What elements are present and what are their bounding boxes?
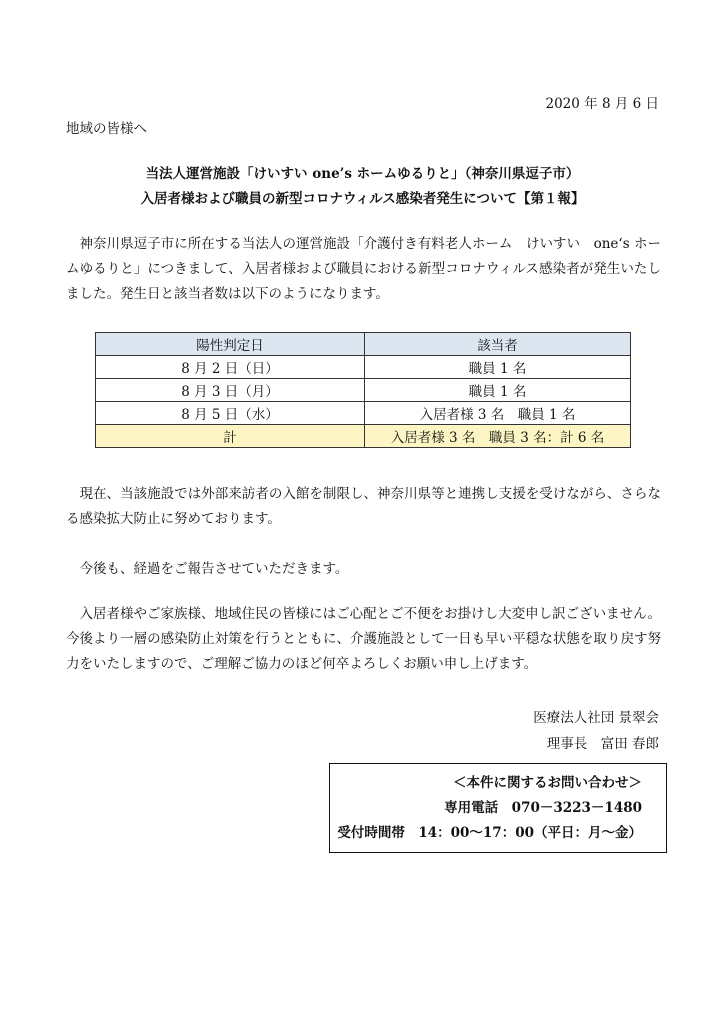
cases-table: [95, 332, 631, 448]
report-paragraph: 今後も、経過をご報告させていただきます。: [79, 561, 349, 577]
total-persons: 入居者様 3 名 職員 3 名：計 6 名: [365, 425, 631, 448]
table-row: [96, 356, 631, 379]
title-line-1: 当法人運営施設「けいすい one’s ホームゆるりと」（神奈川県逗子市）: [145, 166, 580, 182]
table-header-row: [96, 333, 631, 356]
apology-paragraph: 入居者様やご家族様、地域住民の皆様にはご心配とご不便をお掛けし大変申し訳ございません。今後より一層の感染防止対策を行うとともに、介護施設として一日も早い平穏な状態を取り戻す努力をいたしますので、ご理解ご協力のほど何卒よろしくお願い申し上げます。: [66, 606, 661, 672]
row-persons: 入居者様 3 名 職員 1 名: [365, 402, 631, 425]
contact-hours: 受付時間帯 14：00～17：00（平日：月～金）: [337, 825, 642, 841]
row-date: 8 月 5 日（水）: [96, 402, 365, 425]
intro-paragraph: 神奈川県逗子市に所在する当法人の運営施設「介護付き有料老人ホーム けいすい one‘s ホームゆるりと」につきまして、入居者様および職員における新型コロナウィルス感染者が発生いたしました。発生日と該当者数は以下のようになります。: [66, 236, 661, 302]
document-date: 2020 年 8 月 6 日: [545, 96, 659, 112]
row-date: 8 月 2 日（日）: [96, 356, 365, 379]
row-persons: 職員 1 名: [365, 356, 631, 379]
signature-organization: 医療法人社団 景翠会: [533, 710, 659, 726]
contact-phone: 専用電話 070－3223－1480: [444, 800, 642, 816]
row-date: 8 月 3 日（月）: [96, 379, 365, 402]
contact-box: [329, 763, 667, 853]
document-title: [0, 162, 725, 212]
contact-heading: ＜本件に関するお問い合わせ＞: [453, 775, 642, 791]
signature-chairman: 理事長 富田 春郎: [546, 736, 659, 752]
addressee: 地域の皆様へ: [66, 121, 147, 137]
title-line-2: 入居者様および職員の新型コロナウィルス感染者発生について【第１報】: [140, 191, 585, 207]
table-row: [96, 379, 631, 402]
table-total-row: [96, 425, 631, 448]
header-date: 陽性判定日: [96, 333, 365, 356]
header-persons: 該当者: [365, 333, 631, 356]
status-paragraph: 現在、当該施設では外部来訪者の入館を制限し、神奈川県等と連携し支援を受けながら、さらなる感染拡大防止に努めております。: [66, 486, 661, 527]
row-persons: 職員 1 名: [365, 379, 631, 402]
total-label: 計: [96, 425, 365, 448]
table-row: [96, 402, 631, 425]
